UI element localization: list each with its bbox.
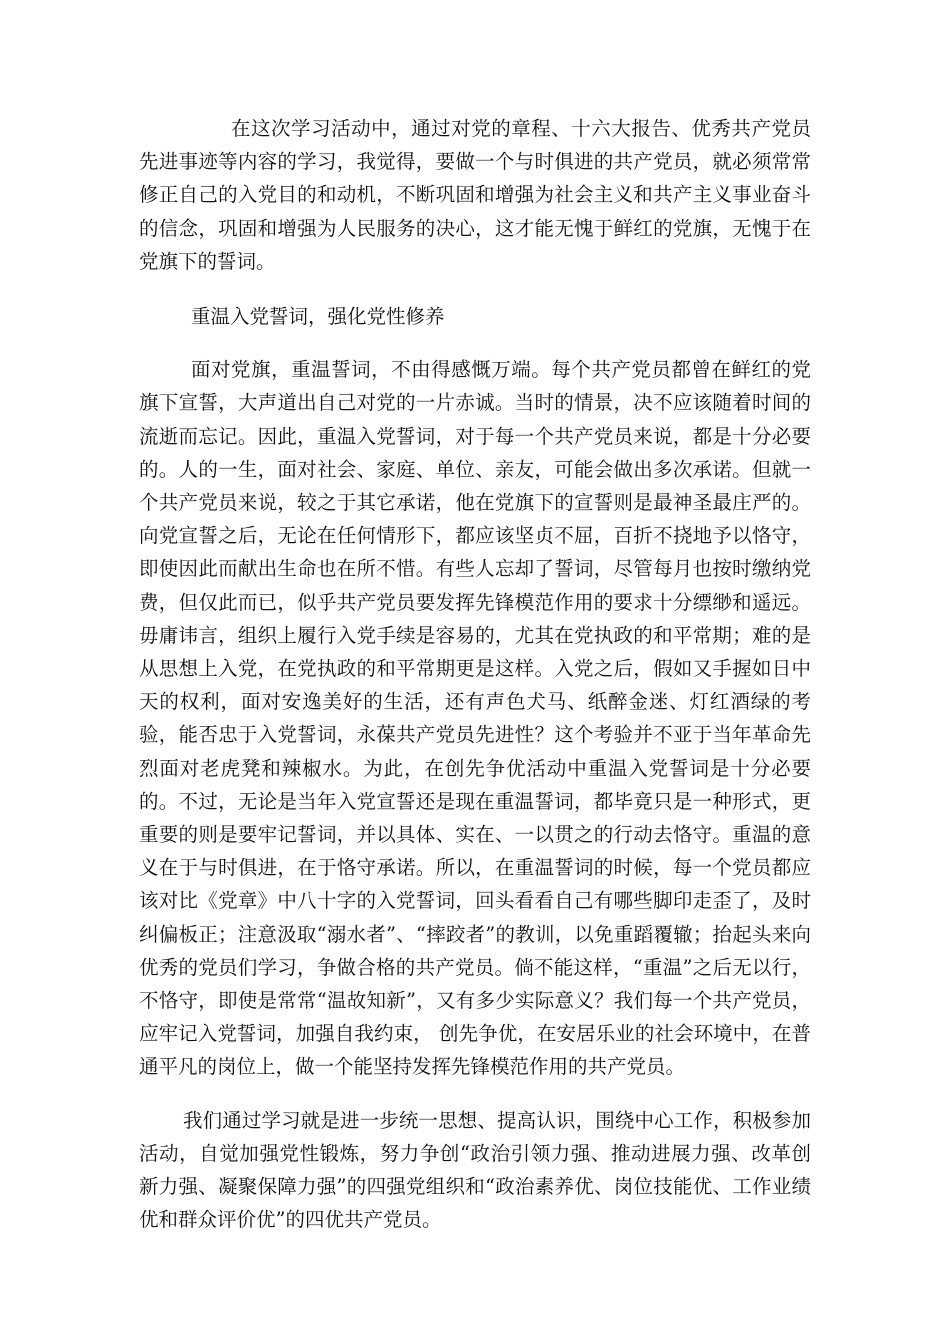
document-body [139,112,811,1237]
paragraph-main: 面对党旗，重温誓词，不由得感慨万端。每个共产党员都曾在鲜红的党旗下宣誓，大声道出自己对党的一片赤诚。当时的情景，决不应该随着时间的流逝而忘记。因此，重温入党誓词，对于每一个共产党员来说，都是十分必要的。人的一生，面对社会、家庭、单位、亲友，可能会做出多次承诺。但就一个共产党员来说，较之于其它承诺，他在党旗下的宣誓则是最神圣最庄严的。向党宣誓之后，无论在任何情形下，都应该坚贞不屈，百折不挠地予以恪守，即使因此而献出生命也在所不惜。有些人忘却了誓词，尽管每月也按时缴纳党费，但仅此而已，似乎共产党员要发挥先锋模范作用的要求十分缥缈和遥远。毋庸讳言，组织上履行入党手续是容易的，尤其在党执政的和平常期；难的是从思想上入党，在党执政的和平常期更是这样。入党之后，假如又手握如日中天的权利，面对安逸美好的生活，还有声色犬马、纸醉金迷、灯红酒绿的考验，能否忠于入党誓词，永葆共产党员先进性？这个考验并不亚于当年革命先烈面对老虎凳和辣椒水。为此，在创先争优活动中重温入党誓词是十分必要的。不过，无论是当年入党宣誓还是现在重温誓词，都毕竟只是一种形式，更重要的则是要牢记誓词，并以具体、实在、一以贯之的行动去恪守。重温的意义在于与时俱进，在于恪守承诺。所以，在重温誓词的时候，每一个党员都应该对比《党章》中八十字的入党誓词，回头看看自己有哪些脚印走歪了，及时纠偏板正；注意汲取“溺水者”、“摔跤者”的教训，以免重蹈覆辙；抬起头来向优秀的党员们学习，争做合格的共产党员。倘不能这样，“重温”之后无以行，不恪守，即使是常常“温故知新”，又有多少实际意义？我们每一个共产党员，应牢记入党誓词，加强自我约束， 创先争优，在安居乐业的社会环境中，在普通平凡的岗位上，做一个能坚持发挥先锋模范作用的共产党员。 [139,358,811,1079]
paragraph-conclusion: 我们通过学习就是进一步统一思想、提高认识，围绕中心工作，积极参加活动，自觉加强党性锻炼，努力争创“政治引领力强、推动进展力强、改革创新力强、凝聚保障力强”的四强党组织和“政治素养优、岗位技能优、工作业绩优和群众评价优”的四优共产党员。 [139,1108,811,1232]
section-heading: 重温入党誓词，强化党性修养 [191,305,445,329]
paragraph-intro: 在这次学习活动中，通过对党的章程、十六大报告、优秀共产党员先进事迹等内容的学习，我觉得，要做一个与时俱进的共产党员，就必须常常修正自己的入党目的和动机，不断巩固和增强为社会主义和共产主义事业奋斗的信念，巩固和增强为人民服务的决心，这才能无愧于鲜红的党旗，无愧于在党旗下的誓词。 [139,117,811,273]
